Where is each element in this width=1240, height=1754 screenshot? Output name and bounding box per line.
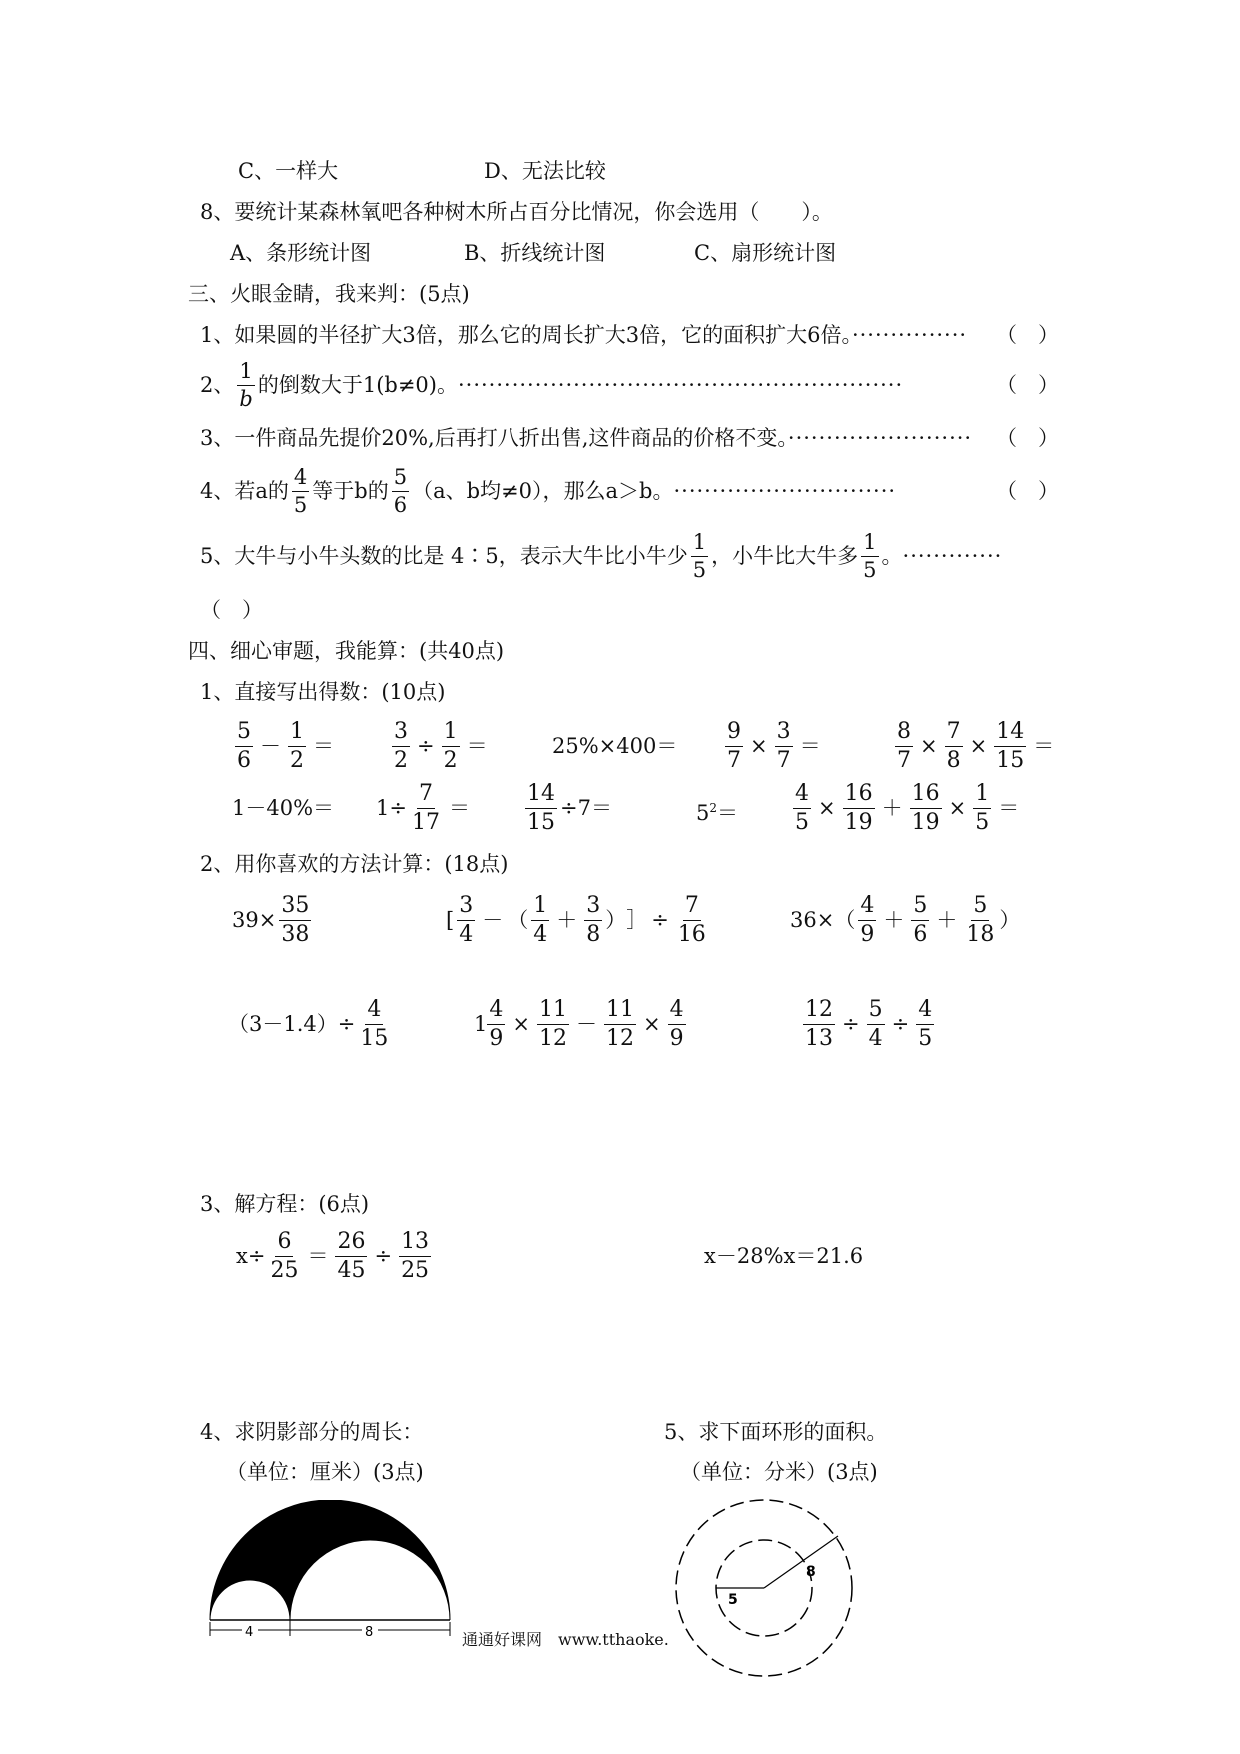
label-inner-radius: 5 xyxy=(728,1592,738,1608)
judge-item-1-answer: （ ） xyxy=(996,323,1059,347)
label-large-diameter: 8 xyxy=(365,1625,374,1640)
numerator: 1 xyxy=(442,721,460,747)
divide-sign: ÷ xyxy=(891,1012,910,1036)
part3-title: 3、解方程：(6点) xyxy=(200,1192,370,1216)
denominator: 9 xyxy=(489,1025,504,1051)
dotted-leader: ··············· xyxy=(851,323,968,347)
times-sign: × xyxy=(642,1012,661,1036)
calc-1-div-7-17 xyxy=(376,778,474,838)
denominator: 2 xyxy=(290,747,304,773)
numerator: 1 xyxy=(288,721,306,747)
denominator: 8 xyxy=(586,921,601,947)
fraction xyxy=(910,780,942,835)
part1-title: 1、直接写出得数：(10点) xyxy=(200,680,446,704)
fraction xyxy=(442,718,460,773)
numerator: 16 xyxy=(843,783,875,809)
numerator: 12 xyxy=(803,999,835,1025)
denominator: 18 xyxy=(966,921,995,947)
fraction xyxy=(487,996,505,1051)
denominator: 4 xyxy=(459,921,474,947)
fraction xyxy=(584,892,602,947)
fraction xyxy=(861,529,878,582)
fraction xyxy=(725,718,743,773)
section3-title: 三、火眼金睛，我来判：(5点) xyxy=(188,282,470,306)
numerator: 5 xyxy=(867,999,885,1025)
numerator: 11 xyxy=(604,999,636,1025)
times-sign: × xyxy=(969,734,988,758)
denominator: 6 xyxy=(393,492,408,517)
calc-5-squared xyxy=(696,794,738,827)
numerator: 35 xyxy=(279,895,311,921)
judge-item-5-answer: （ ） xyxy=(200,598,263,622)
denominator: 19 xyxy=(911,809,940,835)
times-sign: × xyxy=(948,796,967,820)
calc-8-7-times-7-8-times-14-15 xyxy=(892,716,1058,776)
equals-sign: ＝ xyxy=(313,734,334,758)
judge-item-5-prefix: 5、大牛与小牛头数的比是 4∶5，表示大牛比小牛少 xyxy=(200,544,688,568)
judge-item-4-mid: 等于b的 xyxy=(312,479,389,503)
expr-mixed-number xyxy=(474,994,689,1054)
calc-prefix: 1÷ xyxy=(376,796,407,820)
footer-watermark: 通通好课网 www.tthaoke. xyxy=(462,1630,669,1649)
plus-sign: ＋ xyxy=(881,796,903,820)
numerator: 3 xyxy=(584,895,602,921)
numerator: 5 xyxy=(235,721,253,747)
fraction xyxy=(676,892,708,947)
whole-part: 1 xyxy=(474,1012,488,1036)
dotted-leader: ············· xyxy=(902,544,1003,568)
fraction xyxy=(279,892,311,947)
denominator: 13 xyxy=(805,1025,833,1051)
calc-1-minus-40pct: 1－40%＝ xyxy=(232,796,335,820)
part4-title: 4、求阴影部分的周长： xyxy=(200,1420,424,1444)
judge-item-3-text: 3、一件商品先提价20%,后再打八折出售,这件商品的价格不变。 xyxy=(200,426,788,450)
fraction xyxy=(235,718,253,773)
fraction xyxy=(358,996,390,1051)
judge-item-4-prefix: 4、若a的 xyxy=(200,479,289,503)
numerator: 11 xyxy=(537,999,569,1025)
fraction xyxy=(668,996,686,1051)
equation-2: x－28%x＝21.6 xyxy=(704,1244,864,1268)
calc-3-2-div-1-2 xyxy=(389,716,492,776)
denominator: 15 xyxy=(527,809,555,835)
equation-prefix: x÷ xyxy=(236,1244,266,1268)
numerator: 1 xyxy=(861,532,878,557)
minus-sign: － xyxy=(482,908,504,932)
numerator: 4 xyxy=(858,895,876,921)
numerator: 3 xyxy=(775,721,793,747)
denominator: 7 xyxy=(897,747,911,773)
fraction xyxy=(410,780,442,835)
numerator: 1 xyxy=(531,895,549,921)
calc-5-6-minus-1-2 xyxy=(232,716,338,776)
equals-sign: ＝ xyxy=(998,796,1020,820)
q7-option-d: D、无法比较 xyxy=(484,159,606,183)
dotted-leader: ························ xyxy=(787,426,973,450)
denominator: 7 xyxy=(727,747,741,773)
numerator: 8 xyxy=(895,721,913,747)
fraction xyxy=(945,718,963,773)
numerator: 4 xyxy=(292,467,309,492)
numerator: 4 xyxy=(487,999,505,1025)
denominator: 5 xyxy=(863,557,877,582)
q7-option-c: C、一样大 xyxy=(238,159,339,183)
divide-sign: ÷ xyxy=(374,1244,393,1268)
dotted-leader: ····························· xyxy=(673,479,897,503)
divide-sign: ÷ xyxy=(651,908,669,932)
expr-3-minus-1.4-div-4-15 xyxy=(228,994,393,1054)
right-paren: ） xyxy=(999,908,1021,932)
expr-prefix: 36×（ xyxy=(790,908,856,932)
fraction xyxy=(525,780,557,835)
denominator: 5 xyxy=(293,492,308,517)
label-small-diameter: 4 xyxy=(245,1625,254,1640)
fraction xyxy=(895,718,913,773)
fraction xyxy=(994,718,1026,773)
judge-item-2 xyxy=(200,360,903,410)
denominator: 45 xyxy=(337,1257,366,1283)
expr-39-times-35-38 xyxy=(232,890,314,950)
q8-option-c: C、扇形统计图 xyxy=(694,241,837,265)
numerator: 1 xyxy=(691,532,708,557)
calc-4-5-times-16-19-plus-16-19-times-1-5 xyxy=(790,778,1023,838)
denominator: 12 xyxy=(538,1025,567,1051)
judge-item-4 xyxy=(200,463,896,519)
numerator: 26 xyxy=(335,1231,367,1257)
fraction xyxy=(604,996,636,1051)
fraction xyxy=(237,358,254,411)
plus-sign: ＋ xyxy=(883,908,905,932)
numerator: 4 xyxy=(916,999,934,1025)
q8-question: 8、要统计某森林氧吧各种树木所占百分比情况，你会选用（ ）。 xyxy=(200,200,833,224)
judge-item-5-text: 。 xyxy=(881,544,903,568)
judge-item-2-answer: （ ） xyxy=(996,373,1059,397)
fraction xyxy=(335,1228,367,1283)
shaded-region xyxy=(210,1500,450,1620)
plus-sign: ＋ xyxy=(556,908,578,932)
equals-sign: ＝ xyxy=(799,734,821,758)
judge-item-1 xyxy=(200,321,967,349)
section4-title: 四、细心审题，我能算：(共40点) xyxy=(188,639,505,663)
equals-sign: ＝ xyxy=(1033,734,1055,758)
numerator: 7 xyxy=(417,783,435,809)
expr-12-13-div-5-4-div-4-5 xyxy=(800,994,937,1054)
denominator: 5 xyxy=(692,557,707,582)
label-outer-radius: 8 xyxy=(806,1564,816,1580)
divide-sign: ÷ xyxy=(842,1012,860,1036)
times-sign: × xyxy=(750,734,768,758)
part5-title: 5、求下面环形的面积。 xyxy=(664,1420,888,1444)
numerator: 4 xyxy=(668,999,686,1025)
numerator: 1 xyxy=(973,783,991,809)
equals-sign: ＝ xyxy=(717,801,739,825)
denominator: 4 xyxy=(533,921,548,947)
expr-prefix: （3－1.4）÷ xyxy=(228,1012,356,1036)
left-bracket: [ xyxy=(446,908,455,932)
plus-sign: ＋ xyxy=(936,908,958,932)
q8-option-b: B、折线统计图 xyxy=(464,241,606,265)
denominator: 5 xyxy=(918,1025,933,1051)
times-sign: × xyxy=(920,734,938,758)
fraction xyxy=(858,892,876,947)
numerator: 4 xyxy=(365,999,383,1025)
fraction xyxy=(911,892,929,947)
minus-sign: － xyxy=(260,734,281,758)
numerator: 14 xyxy=(994,721,1026,747)
expr-bracket-division xyxy=(446,890,711,950)
calc-suffix: ÷7＝ xyxy=(560,796,612,820)
fraction xyxy=(843,780,875,835)
right-paren: ） xyxy=(605,908,627,932)
judge-item-5 xyxy=(200,528,1002,584)
calc-9-7-times-3-7 xyxy=(722,716,825,776)
denominator: 15 xyxy=(360,1025,389,1051)
judge-item-4-answer: （ ） xyxy=(996,479,1059,503)
denominator: b xyxy=(239,386,253,411)
denominator: 25 xyxy=(270,1257,299,1283)
expr-36-times-sum xyxy=(790,890,1020,950)
denominator: 12 xyxy=(605,1025,634,1051)
equals-sign: ＝ xyxy=(448,796,470,820)
denominator: 8 xyxy=(946,747,961,773)
exponent: 2 xyxy=(709,801,718,815)
times-sign: × xyxy=(512,1012,530,1036)
calc-25pct-times-400: 25%×400＝ xyxy=(552,734,678,758)
denominator: 19 xyxy=(844,809,873,835)
denominator: 16 xyxy=(677,921,706,947)
divide-sign: ÷ xyxy=(417,734,435,758)
denominator: 15 xyxy=(996,747,1025,773)
fraction xyxy=(803,996,835,1051)
denominator: 6 xyxy=(913,921,928,947)
ring-figure xyxy=(666,1492,866,1682)
denominator: 2 xyxy=(394,747,408,773)
fraction xyxy=(973,780,991,835)
fraction xyxy=(392,464,409,517)
fraction xyxy=(457,892,475,947)
denominator: 5 xyxy=(795,809,809,835)
numerator: 3 xyxy=(457,895,475,921)
dotted-leader: ·························································· xyxy=(457,373,904,397)
minus-sign: － xyxy=(575,1012,597,1036)
fraction xyxy=(288,718,306,773)
equals-sign: ＝ xyxy=(466,734,488,758)
numerator: 4 xyxy=(793,783,811,809)
numerator: 16 xyxy=(910,783,942,809)
right-bracket: ］ xyxy=(626,908,648,932)
fraction xyxy=(775,718,793,773)
denominator: 4 xyxy=(868,1025,883,1051)
fraction xyxy=(916,996,934,1051)
fraction xyxy=(392,718,410,773)
part4-unit: （单位：厘米）(3点) xyxy=(226,1460,424,1484)
fraction xyxy=(399,1228,431,1283)
numerator: 3 xyxy=(392,721,410,747)
left-paren: （ xyxy=(507,908,529,932)
fraction xyxy=(537,996,569,1051)
denominator: 25 xyxy=(401,1257,430,1283)
numerator: 13 xyxy=(399,1231,431,1257)
numerator: 9 xyxy=(725,721,743,747)
denominator: 9 xyxy=(860,921,875,947)
denominator: 6 xyxy=(237,747,251,773)
judge-item-2-prefix: 2、 xyxy=(200,373,235,397)
fraction xyxy=(793,780,811,835)
shaded-semicircle-figure xyxy=(200,1500,460,1650)
judge-item-3-answer: （ ） xyxy=(996,426,1059,450)
equation-1 xyxy=(236,1226,434,1286)
calc-14-15-div-7 xyxy=(522,778,612,838)
numerator: 6 xyxy=(275,1231,293,1257)
denominator: 38 xyxy=(281,921,310,947)
denominator: 5 xyxy=(975,809,990,835)
denominator: 17 xyxy=(411,809,440,835)
equals-sign: ＝ xyxy=(307,1244,329,1268)
numerator: 5 xyxy=(911,895,929,921)
fraction xyxy=(964,892,996,947)
judge-item-2-text: 的倒数大于1(b≠0)。 xyxy=(257,373,458,397)
denominator: 2 xyxy=(443,747,458,773)
part5-unit: （单位：分米）(3点) xyxy=(680,1460,878,1484)
denominator: 9 xyxy=(669,1025,684,1051)
numerator: 7 xyxy=(945,721,963,747)
fraction xyxy=(268,1228,300,1283)
part2-title: 2、用你喜欢的方法计算：(18点) xyxy=(200,852,509,876)
fraction xyxy=(292,464,309,517)
numerator: 5 xyxy=(971,895,989,921)
judge-item-4-text: （a、b均≠0），那么a＞b。 xyxy=(412,479,674,503)
fraction xyxy=(531,892,549,947)
numerator: 7 xyxy=(683,895,701,921)
q8-option-a: A、条形统计图 xyxy=(230,241,372,265)
outer-radius xyxy=(764,1536,838,1588)
fraction xyxy=(867,996,885,1051)
judge-item-1-text: 1、如果圆的半径扩大3倍，那么它的周长扩大3倍，它的面积扩大6倍。 xyxy=(200,323,852,347)
times-sign: × xyxy=(818,796,836,820)
fraction xyxy=(691,529,708,582)
numerator: 14 xyxy=(525,783,557,809)
expr-prefix: 39× xyxy=(232,908,277,932)
judge-item-5-mid: ，小牛比大牛多 xyxy=(711,544,859,568)
judge-item-3 xyxy=(200,424,972,452)
numerator: 5 xyxy=(392,467,409,492)
numerator: 1 xyxy=(237,361,254,386)
base: 5 xyxy=(696,801,710,825)
denominator: 7 xyxy=(776,747,791,773)
